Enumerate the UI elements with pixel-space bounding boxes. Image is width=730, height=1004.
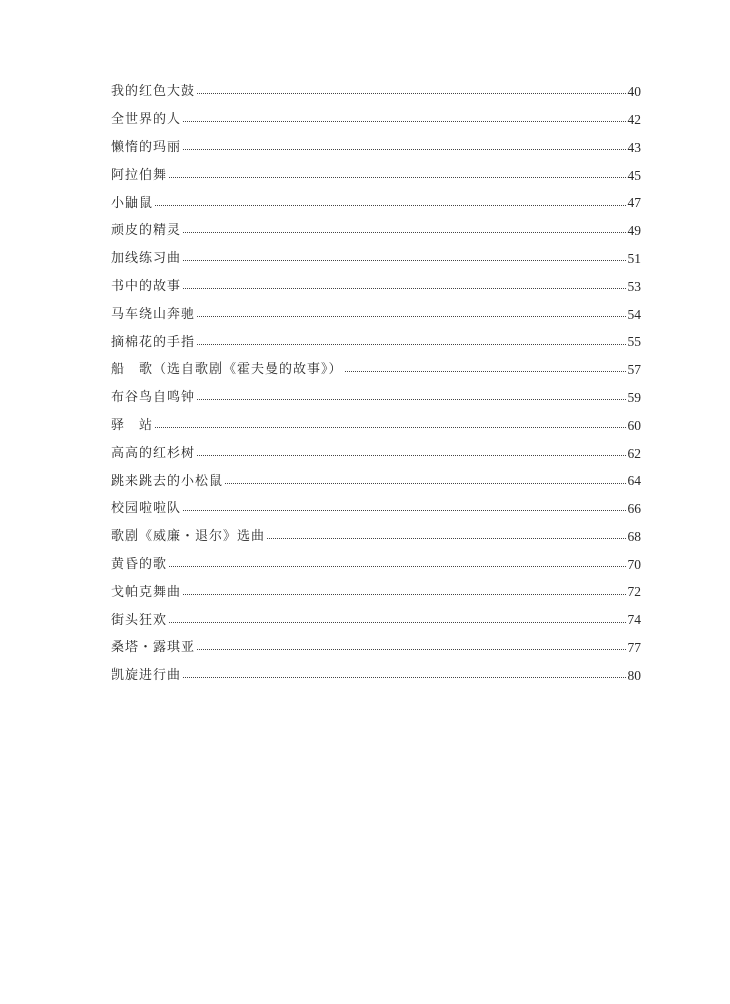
toc-entry[interactable] — [111, 217, 641, 245]
toc-entry[interactable] — [111, 328, 641, 356]
toc-entry[interactable] — [111, 273, 641, 301]
toc-entry-title: 戈帕克舞曲 — [111, 584, 182, 600]
toc-entry-title: 驿 站 — [111, 417, 154, 433]
toc-entry-title: 街头狂欢 — [111, 612, 168, 628]
toc-leader-dots — [169, 566, 625, 567]
toc-entry[interactable] — [111, 634, 641, 662]
toc-leader-dots — [183, 260, 625, 261]
toc-leader-dots — [267, 538, 625, 539]
toc-entry-page: 54 — [627, 306, 641, 322]
toc-entry-page: 72 — [627, 584, 641, 600]
toc-entry-title: 船 歌（选自歌剧《霍夫曼的故事》） — [111, 362, 343, 378]
toc-entry-page: 51 — [627, 250, 641, 266]
toc-entry-page: 47 — [627, 195, 641, 211]
toc-entry-title: 黄昏的歌 — [111, 556, 168, 572]
toc-entry-title: 书中的故事 — [111, 278, 182, 294]
toc-entry[interactable] — [111, 439, 641, 467]
toc-entry-page: 42 — [627, 111, 641, 127]
toc-entry[interactable] — [111, 245, 641, 273]
toc-entry-page: 53 — [627, 278, 641, 294]
toc-entry[interactable] — [111, 356, 641, 384]
toc-entry[interactable] — [111, 384, 641, 412]
toc-leader-dots — [197, 93, 625, 94]
toc-entry[interactable] — [111, 606, 641, 634]
toc-entry-page: 74 — [627, 612, 641, 628]
toc-leader-dots — [183, 121, 625, 122]
toc-entry-page: 66 — [627, 501, 641, 517]
toc-entry-title: 高高的红杉树 — [111, 445, 196, 461]
toc-entry-title: 小鼬鼠 — [111, 195, 154, 211]
toc-leader-dots — [183, 149, 625, 150]
toc-entry-title: 凯旋进行曲 — [111, 668, 182, 684]
toc-entry-page: 43 — [627, 139, 641, 155]
toc-entry-page: 64 — [627, 473, 641, 489]
toc-entry-page: 40 — [627, 84, 641, 100]
toc-entry-title: 布谷鸟自鸣钟 — [111, 390, 196, 406]
toc-entry-page: 80 — [627, 667, 641, 683]
toc-leader-dots — [155, 427, 625, 428]
toc-leader-dots — [197, 316, 625, 317]
toc-entry-title: 我的红色大鼓 — [111, 84, 196, 100]
toc-entry-title: 摘棉花的手指 — [111, 334, 196, 350]
toc-entry[interactable] — [111, 578, 641, 606]
toc-entry-page: 68 — [627, 528, 641, 544]
table-of-contents — [111, 78, 641, 690]
toc-entry[interactable] — [111, 300, 641, 328]
toc-entry-page: 62 — [627, 445, 641, 461]
toc-entry[interactable] — [111, 412, 641, 440]
toc-leader-dots — [183, 510, 625, 511]
toc-leader-dots — [183, 232, 625, 233]
toc-leader-dots — [169, 177, 625, 178]
toc-entry-title: 顽皮的精灵 — [111, 223, 182, 239]
toc-entry-page: 59 — [627, 389, 641, 405]
toc-entry[interactable] — [111, 134, 641, 162]
toc-entry[interactable] — [111, 161, 641, 189]
toc-entry-title: 歌剧《威廉・退尔》选曲 — [111, 529, 266, 545]
toc-leader-dots — [197, 455, 625, 456]
toc-entry-title: 桑塔・露琪亚 — [111, 640, 196, 656]
toc-entry[interactable] — [111, 523, 641, 551]
toc-entry-title: 跳来跳去的小松鼠 — [111, 473, 224, 489]
toc-entry-title: 懒惰的玛丽 — [111, 139, 182, 155]
toc-entry[interactable] — [111, 551, 641, 579]
toc-entry-title: 阿拉伯舞 — [111, 167, 168, 183]
toc-entry-title: 马车绕山奔驰 — [111, 306, 196, 322]
toc-entry-page: 57 — [627, 362, 641, 378]
toc-entry[interactable] — [111, 467, 641, 495]
toc-entry-title: 校园啦啦队 — [111, 501, 182, 517]
toc-entry[interactable] — [111, 189, 641, 217]
toc-entry-page: 55 — [627, 334, 641, 350]
toc-leader-dots — [183, 288, 625, 289]
toc-leader-dots — [155, 205, 625, 206]
toc-leader-dots — [169, 622, 625, 623]
toc-entry[interactable] — [111, 495, 641, 523]
toc-entry[interactable] — [111, 78, 641, 106]
toc-entry-page: 49 — [627, 223, 641, 239]
toc-leader-dots — [197, 399, 625, 400]
toc-entry-title: 全世界的人 — [111, 112, 182, 128]
toc-leader-dots — [225, 483, 625, 484]
toc-entry-page: 60 — [627, 417, 641, 433]
toc-leader-dots — [345, 371, 626, 372]
toc-entry-page: 45 — [627, 167, 641, 183]
toc-leader-dots — [183, 677, 625, 678]
toc-entry-page: 77 — [627, 640, 641, 656]
toc-entry[interactable] — [111, 662, 641, 690]
toc-entry-page: 70 — [627, 556, 641, 572]
toc-entry-title: 加线练习曲 — [111, 251, 182, 267]
toc-leader-dots — [197, 649, 625, 650]
toc-entry[interactable] — [111, 106, 641, 134]
toc-leader-dots — [197, 344, 625, 345]
toc-leader-dots — [183, 594, 625, 595]
